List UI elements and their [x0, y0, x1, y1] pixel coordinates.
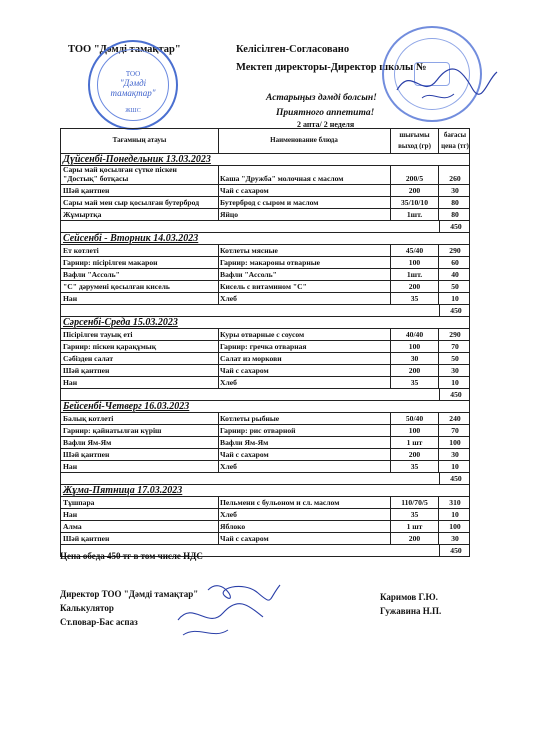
- dish-output: 200: [408, 534, 421, 543]
- cook-name: Гужавина Н.П.: [380, 606, 442, 616]
- day-total: 450: [450, 390, 462, 399]
- total-row: [60, 221, 470, 233]
- dish-ru: Гарнир: гречка отварная: [220, 342, 307, 351]
- dish-output: 40/40: [405, 330, 424, 339]
- calculator-label: Калькулятор: [60, 603, 114, 613]
- dish-output: 35: [410, 378, 419, 387]
- dish-ru: Котлеты рыбные: [220, 414, 280, 423]
- director-name: Каримов Г.Ю.: [380, 592, 438, 602]
- dish-output: 30: [410, 354, 419, 363]
- director-label: Директор ТОО "Дәмді тамақтар": [60, 589, 199, 599]
- dish-output: 200: [408, 366, 421, 375]
- dish-ru: Пельмени с бульоном и сл. маслом: [220, 498, 340, 507]
- dish-price: 60: [451, 258, 459, 267]
- cook-label: Ст.повар-Бас аспаз: [60, 617, 138, 627]
- table-row: [60, 281, 470, 293]
- dish-price: 10: [451, 294, 459, 303]
- table-row: [60, 209, 470, 221]
- dish-kz: Ет котлеті: [63, 246, 99, 255]
- total-row: [60, 389, 470, 401]
- day-title: Сейсенбі - Вторник 14.03.2023: [60, 233, 470, 245]
- table-row: [60, 245, 470, 257]
- table-row: [60, 377, 470, 389]
- dish-output: 200: [408, 282, 421, 291]
- dish-kz: Гарнир: қайнатылған күріш: [63, 426, 162, 435]
- dish-ru: Яйцо: [220, 210, 239, 219]
- day-total: 450: [450, 474, 462, 483]
- dish-ru: Куры отварные с соусом: [220, 330, 305, 339]
- dish-output: 35: [410, 462, 419, 471]
- dish-price: 100: [449, 438, 461, 447]
- table-row: [60, 497, 470, 509]
- dish-kz: Нан: [63, 294, 78, 303]
- dish-kz: Сары май қосылған сүтке піскен "Достық" ботқасы: [63, 166, 177, 183]
- dish-price: 50: [451, 354, 459, 363]
- col-header-ru: Наименование блюда: [270, 136, 338, 144]
- day-total: 450: [450, 222, 462, 231]
- dish-output: 35: [410, 510, 419, 519]
- table-row: [60, 425, 470, 437]
- table-row: [60, 449, 470, 461]
- dish-price: 10: [451, 462, 459, 471]
- dish-kz: Нан: [63, 462, 78, 471]
- dish-price: 50: [451, 282, 459, 291]
- day-title: Жұма-Пятница 17.03.2023: [60, 485, 470, 497]
- dish-price: 30: [451, 186, 459, 195]
- dish-price: 290: [449, 330, 461, 339]
- day-total: 450: [450, 306, 462, 315]
- stamp-line-2: "Дәмді: [119, 78, 147, 88]
- dish-output: 200/5: [405, 174, 424, 183]
- dish-price: 310: [449, 498, 461, 507]
- col-header-output-kz: шығымы: [399, 131, 430, 139]
- dish-kz: Сары май мен сыр қосылған бутерброд: [63, 198, 200, 207]
- day-title: Сәрсенбі-Среда 15.03.2023: [60, 317, 470, 329]
- table-row: [60, 365, 470, 377]
- dish-ru: Хлеб: [220, 510, 237, 519]
- dish-kz: Нан: [63, 510, 78, 519]
- table-row: [60, 461, 470, 473]
- dish-price: 70: [451, 342, 459, 351]
- dish-ru: Гарнир: рис отварной: [220, 426, 296, 435]
- table-row: [60, 269, 470, 281]
- dish-price: 100: [449, 522, 461, 531]
- table-row: [60, 353, 470, 365]
- table-row: [60, 521, 470, 533]
- dish-kz: Сәбізден салат: [63, 354, 114, 363]
- dish-kz: Жұмыртқа: [63, 210, 102, 219]
- dish-output: 50/40: [405, 414, 424, 423]
- total-row: [60, 473, 470, 485]
- dish-ru: Чай с сахаром: [220, 534, 269, 543]
- dish-kz: Шәй қантпен: [63, 366, 110, 375]
- dish-kz: Тұшпара: [63, 498, 95, 507]
- dish-kz: Шәй қантпен: [63, 534, 110, 543]
- dish-output: 35: [410, 294, 419, 303]
- dish-price: 260: [449, 174, 461, 183]
- dish-price: 30: [451, 366, 459, 375]
- dish-ru: Хлеб: [220, 378, 237, 387]
- dish-ru: Чай с сахаром: [220, 450, 269, 459]
- dish-kz: "С" дәрумені қосылған кисель: [63, 282, 170, 291]
- dish-price: 80: [451, 210, 459, 219]
- dish-ru: Яблоко: [220, 522, 246, 531]
- table-row: [60, 413, 470, 425]
- table-row: [60, 293, 470, 305]
- table-row: [60, 509, 470, 521]
- dish-ru: Хлеб: [220, 462, 237, 471]
- dish-kz: Балық котлеті: [63, 414, 114, 423]
- dish-ru: Чай с сахаром: [220, 186, 269, 195]
- dish-output: 1 шт: [406, 522, 423, 531]
- price-note: Цена обеда 450 тг в том числе НДС: [60, 551, 203, 561]
- total-row: [60, 305, 470, 317]
- company-stamp: [88, 40, 178, 130]
- day-title: Бейсенбі-Четверг 16.03.2023: [60, 401, 470, 413]
- dish-price: 30: [451, 450, 459, 459]
- dish-ru: Вафли Ям-Ям: [220, 438, 269, 447]
- dish-output: 100: [408, 258, 421, 267]
- dish-kz: Алма: [63, 522, 82, 531]
- dish-price: 70: [451, 426, 459, 435]
- dish-kz: Вафли "Ассоль": [63, 270, 120, 279]
- wish-russian: Приятного аппетита!: [276, 108, 375, 118]
- dish-ru: Котлеты мясные: [220, 246, 278, 255]
- week-label: 2 апта/ 2 неделя: [297, 120, 355, 129]
- footer-signatures: [168, 575, 288, 645]
- day-total: 450: [450, 546, 462, 555]
- dish-kz: Гарнир: піскен қарақұмық: [63, 342, 157, 351]
- col-header-output-ru: выход (гр): [398, 142, 431, 150]
- dish-price: 30: [451, 534, 459, 543]
- table-row: [60, 341, 470, 353]
- table-row: [60, 185, 470, 197]
- dish-price: 80: [451, 198, 459, 207]
- dish-ru: Кисель с витамином "С": [220, 282, 307, 291]
- stamp-line-1: ТОО: [125, 70, 141, 78]
- menu-table: [60, 128, 470, 557]
- approval-director: Мектеп директоры-Директор школы №: [236, 62, 427, 73]
- stamp-line-4: ЖШС: [125, 108, 141, 114]
- col-header-price-kz: бағасы: [443, 131, 467, 139]
- dish-ru: Каша "Дружба" молочная с маслом: [220, 174, 344, 183]
- organization-name: ТОО "Дәмді тамақтар": [68, 44, 181, 55]
- dish-output: 1шт.: [406, 210, 423, 219]
- dish-ru: Чай с сахаром: [220, 366, 269, 375]
- dish-kz: Шәй қантпен: [63, 186, 110, 195]
- dish-ru: Хлеб: [220, 294, 237, 303]
- dish-price: 10: [451, 510, 459, 519]
- table-row: [60, 533, 470, 545]
- dish-ru: Вафли "Ассоль": [220, 270, 277, 279]
- dish-price: 290: [449, 246, 461, 255]
- dish-output: 1 шт: [406, 438, 423, 447]
- dish-kz: Пісірілген тауық еті: [63, 330, 133, 339]
- dish-output: 100: [408, 342, 421, 351]
- dish-output: 110/70/5: [401, 498, 428, 507]
- dish-price: 240: [449, 414, 461, 423]
- dish-ru: Салат из моркови: [220, 354, 282, 363]
- dish-ru: Гарнир: макароны отварные: [220, 258, 321, 267]
- dish-kz: Гарнир: пісірілген макарон: [63, 258, 158, 267]
- table-row: [60, 197, 470, 209]
- table-row: [60, 329, 470, 341]
- dish-kz: Шәй қантпен: [63, 450, 110, 459]
- day-title: Дүйсенбі-Понедельник 13.03.2023: [60, 154, 470, 166]
- dish-ru: Бутерброд с сыром и маслом: [220, 198, 319, 207]
- dish-output: 1шт.: [406, 270, 423, 279]
- dish-price: 40: [451, 270, 459, 279]
- table-row: [60, 437, 470, 449]
- table-header: [60, 128, 470, 154]
- col-header-price-ru: цена (тг): [441, 142, 469, 150]
- stamp-line-3: тамақтар": [110, 88, 156, 98]
- director-signature: [392, 60, 502, 110]
- col-header-kz: Тағамның атауы: [112, 136, 167, 144]
- approval-title: Келісілген-Согласовано: [236, 44, 350, 55]
- dish-output: 45/40: [405, 246, 424, 255]
- dish-kz: Вафли Ям-Ям: [63, 438, 112, 447]
- table-row: [60, 166, 470, 185]
- table-row: [60, 257, 470, 269]
- dish-kz: Нан: [63, 378, 78, 387]
- dish-output: 100: [408, 426, 421, 435]
- dish-output: 200: [408, 450, 421, 459]
- dish-output: 35/10/10: [400, 198, 428, 207]
- wish-kazakh: Астарыңыз дәмді болсын!: [266, 93, 377, 103]
- dish-output: 200: [408, 186, 421, 195]
- dish-price: 10: [451, 378, 459, 387]
